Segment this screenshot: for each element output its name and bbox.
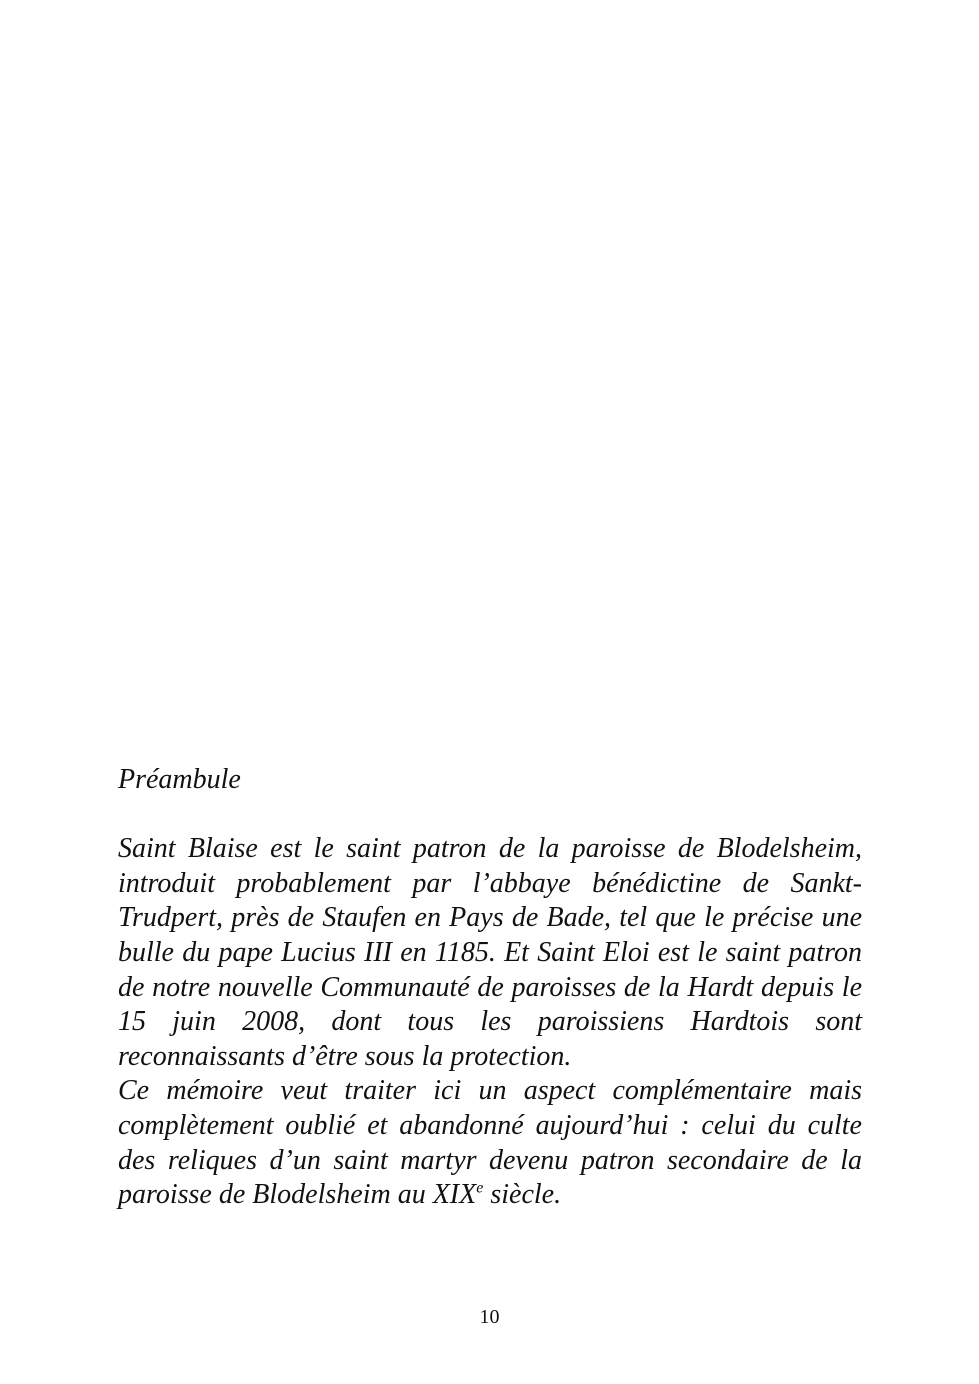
section-heading: Préambule	[118, 764, 241, 795]
paragraph-memoire-text: Ce mémoire veut traiter ici un aspect complémentaire mais complètement oublié et abandonné aujourd’hui : celui du culte des reliques d’un saint martyr devenu patron secondaire de la paroisse de Blodelsheim au XIX	[118, 1075, 862, 1211]
century-superscript: e	[476, 1179, 484, 1197]
body-text	[118, 763, 862, 1213]
paragraph-intro: Saint Blaise est le saint patron de la paroisse de Blodelsheim, introduit probablement par l’abbaye bénédictine de Sankt-Trudpert, près de Staufen en Pays de Bade, tel que le précise une bulle du pape Lucius III en 1185. Et Saint Eloi est le saint patron de notre nouvelle Communauté de paroisses de la Hardt depuis le 15 juin 2008, dont tous les paroissiens Hardtois sont reconnaissants d’être sous la protection.	[118, 833, 862, 1072]
page-number: 10	[479, 1306, 500, 1328]
paragraph-memoire	[118, 1074, 862, 1212]
paragraph-memoire-end: siècle.	[483, 1179, 562, 1211]
